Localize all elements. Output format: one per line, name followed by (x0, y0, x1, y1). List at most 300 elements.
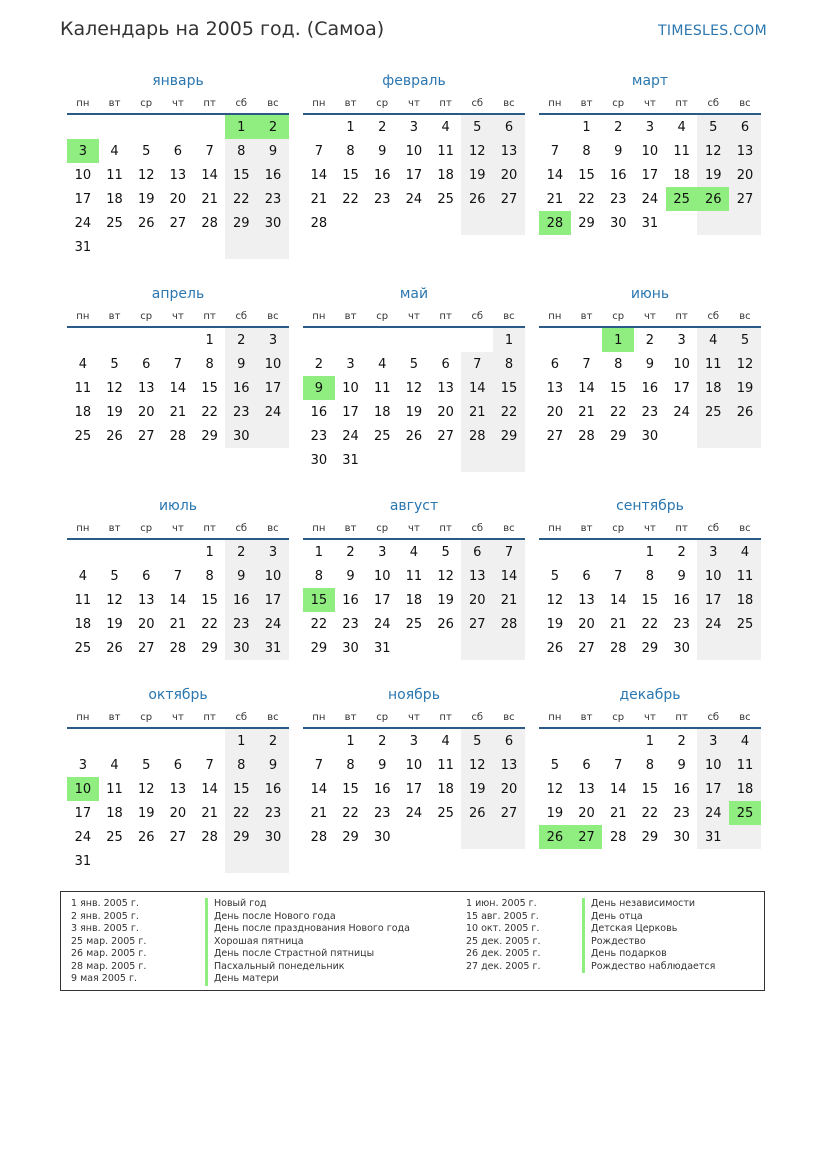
day-cell: 6 (173, 143, 183, 159)
day-cell: 8 (225, 753, 257, 777)
day-cell: 1 (645, 544, 655, 560)
day-cell: 10 (641, 143, 659, 159)
day-cell: 18 (74, 404, 92, 420)
day-cell: 16 (257, 163, 289, 187)
page-title: Календарь на 2005 год. (Самоа) (60, 18, 385, 40)
day-cell: 11 (729, 564, 761, 588)
weekday-label: вс (739, 311, 751, 322)
day-cell: 25 (74, 428, 92, 444)
day-cell: 1 (582, 119, 591, 135)
weekday-header (67, 309, 289, 324)
day-cell: 10 (697, 564, 729, 588)
day-cell: 19 (697, 163, 729, 187)
day-cell: 24 (373, 616, 391, 632)
empty-cell (67, 328, 99, 352)
empty-cell (461, 636, 493, 660)
day-cell: 29 (225, 825, 257, 849)
day-cell: 11 (437, 143, 454, 159)
weekday-label: ср (612, 712, 625, 723)
day-cell: 6 (582, 757, 591, 773)
weekday-label: чт (408, 311, 420, 322)
day-cell: 5 (142, 757, 151, 773)
empty-cell (697, 211, 729, 235)
legend-date: 1 июн. 2005 г. (466, 898, 537, 909)
weekday-label: пн (76, 98, 90, 109)
day-cell: 30 (641, 428, 659, 444)
empty-cell (461, 825, 493, 849)
days-grid (303, 729, 525, 849)
day-cell: 31 (74, 853, 92, 869)
holiday-legend (60, 891, 765, 991)
day-cell: 12 (461, 139, 493, 163)
month-block (303, 72, 525, 235)
empty-cell (303, 729, 335, 753)
day-cell: 12 (137, 167, 155, 183)
day-cell: 26 (106, 428, 123, 444)
day-cell: 28 (609, 829, 627, 845)
day-cell: 19 (137, 805, 155, 821)
legend-holiday-name: Хорошая пятница (205, 936, 410, 949)
day-cell: 12 (546, 781, 564, 797)
legend-left-names (205, 898, 410, 986)
day-cell: 25 (729, 612, 761, 636)
weekday-label: ср (140, 98, 153, 109)
day-cell: 13 (169, 167, 187, 183)
day-cell: 24 (257, 612, 289, 636)
day-cell: 9 (225, 564, 257, 588)
day-cell: 7 (493, 540, 525, 564)
day-cell: 3 (409, 733, 419, 749)
day-cell: 15 (342, 781, 359, 797)
empty-cell (130, 115, 162, 139)
legend-left-dates (71, 898, 146, 986)
day-cell: 23 (373, 805, 391, 821)
day-cell: 29 (609, 428, 627, 444)
day-cell: 12 (729, 352, 761, 376)
weekday-label: вт (108, 311, 121, 322)
days-grid (67, 115, 289, 259)
day-cell: 9 (257, 753, 289, 777)
day-cell: 18 (405, 592, 423, 608)
day-cell: 2 (645, 332, 655, 348)
day-cell: 14 (169, 380, 187, 396)
weekday-label: пт (439, 311, 452, 322)
day-cell: 22 (225, 801, 257, 825)
weekday-header (539, 521, 761, 536)
day-cell: 14 (310, 781, 328, 797)
day-cell: 3 (645, 119, 655, 135)
empty-cell (225, 849, 257, 873)
empty-cell (67, 729, 99, 753)
weekday-label: пт (675, 712, 688, 723)
month-block (67, 497, 289, 660)
day-cell: 21 (578, 404, 595, 420)
day-cell: 7 (614, 757, 623, 773)
day-cell: 10 (405, 143, 423, 159)
day-cell: 12 (405, 380, 423, 396)
day-cell: 11 (729, 753, 761, 777)
day-cell: 7 (461, 352, 493, 376)
empty-cell (130, 540, 162, 564)
day-cell: 18 (729, 588, 761, 612)
day-cell: 28 (169, 640, 187, 656)
legend-holiday-name: День независимости (582, 898, 715, 911)
day-cell: 7 (205, 757, 214, 773)
legend-right-names (582, 898, 715, 973)
day-cell: 10 (673, 356, 690, 372)
day-cell: 18 (437, 781, 454, 797)
day-cell: 14 (578, 380, 595, 396)
empty-cell (335, 211, 367, 235)
day-cell: 15 (342, 167, 359, 183)
legend-holiday-name: Детская Церковь (582, 923, 715, 936)
day-cell: 28 (461, 424, 493, 448)
day-cell: 7 (614, 568, 623, 584)
day-cell: 9 (257, 139, 289, 163)
empty-cell (729, 636, 761, 660)
weekday-label: вт (580, 98, 593, 109)
empty-cell (398, 636, 430, 660)
weekday-label: пн (76, 523, 90, 534)
day-cell: 21 (493, 588, 525, 612)
weekday-label: вс (267, 523, 279, 534)
empty-cell (571, 328, 603, 352)
legend-right-dates (466, 898, 541, 973)
day-cell: 23 (225, 400, 257, 424)
empty-cell (398, 328, 430, 352)
day-cell: 27 (169, 215, 187, 231)
day-cell: 9 (225, 352, 257, 376)
day-cell: 28 (201, 829, 218, 845)
weekday-label: вс (503, 311, 515, 322)
day-cell: 8 (645, 568, 655, 584)
weekday-label: чт (644, 98, 656, 109)
day-cell: 27 (461, 612, 493, 636)
weekday-label: пт (439, 712, 452, 723)
empty-cell (257, 424, 289, 448)
day-cell: 28 (609, 640, 627, 656)
weekday-label: вс (503, 523, 515, 534)
empty-cell (257, 235, 289, 259)
day-cell: 16 (310, 404, 328, 420)
weekday-label: чт (644, 523, 656, 534)
empty-cell (697, 636, 729, 660)
month-block (303, 497, 525, 660)
day-cell: 20 (169, 191, 187, 207)
day-cell: 5 (729, 328, 761, 352)
day-cell: 29 (493, 424, 525, 448)
day-cell: 10 (342, 380, 359, 396)
day-cell: 30 (257, 211, 289, 235)
day-cell: 3 (78, 757, 87, 773)
day-cell: 30 (310, 452, 328, 468)
day-cell: 5 (550, 568, 559, 584)
weekday-label: пт (203, 523, 216, 534)
day-cell: 21 (609, 616, 627, 632)
empty-cell (366, 328, 398, 352)
day-cell: 2 (314, 356, 323, 372)
weekday-label: ср (612, 98, 625, 109)
day-cell: 20 (578, 805, 595, 821)
legend-holiday-name: День после Нового года (205, 911, 410, 924)
day-cell: 13 (493, 139, 525, 163)
day-cell: 13 (546, 380, 564, 396)
legend-holiday-name: День подарков (582, 948, 715, 961)
day-cell: 27 (546, 428, 564, 444)
empty-cell (99, 540, 131, 564)
day-cell: 7 (582, 356, 591, 372)
weekday-label: сб (471, 712, 484, 723)
day-cell: 13 (169, 781, 187, 797)
day-cell: 31 (74, 239, 92, 255)
empty-cell (430, 825, 462, 849)
day-cell: 17 (257, 376, 289, 400)
weekday-label: сб (471, 98, 484, 109)
day-cell: 24 (405, 191, 423, 207)
day-cell: 17 (257, 588, 289, 612)
brand-link[interactable]: TIMESLES.COM (658, 23, 767, 39)
day-cell: 31 (257, 636, 289, 660)
empty-cell (99, 115, 131, 139)
day-cell: 2 (225, 540, 257, 564)
empty-cell (99, 235, 131, 259)
weekday-label: чт (408, 523, 420, 534)
day-cell: 22 (641, 805, 659, 821)
empty-cell (67, 115, 99, 139)
day-cell: 8 (645, 757, 655, 773)
day-cell: 22 (201, 616, 218, 632)
day-cell: 6 (493, 729, 525, 753)
day-cell: 29 (641, 640, 659, 656)
day-cell: 5 (441, 544, 450, 560)
empty-cell (602, 729, 634, 753)
day-cell: 9 (614, 143, 623, 159)
day-cell: 6 (142, 568, 151, 584)
empty-cell (130, 849, 162, 873)
day-cell: 9 (378, 143, 387, 159)
legend-holiday-name: Новый год (205, 898, 410, 911)
day-cell: 1 (346, 119, 355, 135)
day-cell: 19 (546, 616, 564, 632)
weekday-label: пн (548, 523, 562, 534)
legend-date: 3 янв. 2005 г. (71, 923, 139, 934)
month-name: декабрь (619, 687, 681, 703)
day-cell: 17 (641, 167, 659, 183)
day-cell: 25 (437, 191, 454, 207)
day-cell: 25 (106, 215, 123, 231)
day-cell: 4 (729, 729, 761, 753)
day-cell: 19 (729, 376, 761, 400)
weekday-label: пн (312, 523, 326, 534)
legend-date: 1 янв. 2005 г. (71, 898, 139, 909)
empty-cell (67, 540, 99, 564)
day-cell: 2 (614, 119, 623, 135)
weekday-header (303, 96, 525, 111)
day-cell: 9 (677, 757, 686, 773)
day-cell: 10 (405, 757, 423, 773)
legend-date: 26 мар. 2005 г. (71, 948, 147, 959)
day-cell: 31 (641, 215, 659, 231)
month-name: апрель (151, 286, 205, 302)
day-cell: 16 (373, 781, 391, 797)
day-cell: 6 (441, 356, 450, 372)
empty-cell (666, 424, 698, 448)
weekday-label: ср (612, 523, 625, 534)
month-block (303, 285, 525, 472)
weekday-label: вт (344, 712, 357, 723)
day-cell: 8 (205, 356, 214, 372)
days-grid (539, 540, 761, 660)
day-cell: 23 (342, 616, 359, 632)
weekday-label: вс (739, 712, 751, 723)
day-cell: 23 (310, 428, 328, 444)
empty-cell (194, 729, 226, 753)
weekday-label: пт (675, 523, 688, 534)
weekday-label: пн (548, 311, 562, 322)
weekday-label: пт (439, 98, 452, 109)
day-cell: 30 (225, 424, 257, 448)
day-cell: 17 (405, 781, 423, 797)
day-cell: 23 (257, 187, 289, 211)
day-cell: 1 (225, 729, 257, 753)
empty-cell (303, 328, 335, 352)
day-cell: 23 (609, 191, 627, 207)
weekday-label: пн (548, 98, 562, 109)
day-cell: 14 (169, 592, 187, 608)
legend-date: 15 авг. 2005 г. (466, 910, 539, 922)
empty-cell (162, 540, 194, 564)
month-name: июнь (630, 286, 670, 302)
day-cell: 12 (437, 568, 454, 584)
day-cell: 23 (641, 404, 659, 420)
day-cell: 21 (201, 191, 218, 207)
empty-cell (225, 235, 257, 259)
day-cell: 30 (673, 640, 690, 656)
empty-cell (162, 115, 194, 139)
days-grid (67, 729, 289, 873)
day-cell: 23 (257, 801, 289, 825)
day-cell: 27 (571, 825, 603, 849)
weekday-label: пн (548, 712, 562, 723)
weekday-label: ср (612, 311, 625, 322)
weekday-label: вт (344, 523, 357, 534)
legend-date: 10 окт. 2005 г. (466, 923, 540, 934)
empty-cell (398, 448, 430, 472)
day-cell: 23 (673, 805, 690, 821)
day-cell: 13 (493, 753, 525, 777)
day-cell: 17 (405, 167, 423, 183)
day-cell: 19 (106, 404, 123, 420)
days-grid (67, 540, 289, 660)
day-cell: 10 (373, 568, 391, 584)
day-cell: 22 (342, 191, 359, 207)
month-name: ноябрь (388, 687, 440, 703)
day-cell: 7 (205, 143, 214, 159)
day-cell: 15 (493, 376, 525, 400)
day-cell: 16 (609, 167, 627, 183)
month-block (303, 686, 525, 849)
day-cell: 25 (373, 428, 391, 444)
day-cell: 28 (539, 211, 571, 235)
day-cell: 25 (106, 829, 123, 845)
day-cell: 13 (578, 592, 595, 608)
weekday-label: вт (108, 523, 121, 534)
day-cell: 7 (314, 143, 323, 159)
day-cell: 3 (257, 540, 289, 564)
day-cell: 4 (78, 568, 87, 584)
day-cell: 16 (373, 167, 391, 183)
day-cell: 11 (437, 757, 454, 773)
day-cell: 21 (169, 616, 187, 632)
empty-cell (729, 211, 761, 235)
day-cell: 24 (697, 612, 729, 636)
empty-cell (130, 328, 162, 352)
day-cell: 15 (225, 777, 257, 801)
empty-cell (697, 424, 729, 448)
day-cell: 31 (697, 825, 729, 849)
day-cell: 9 (378, 757, 387, 773)
day-cell: 12 (106, 380, 123, 396)
empty-cell (539, 540, 571, 564)
day-cell: 26 (405, 428, 423, 444)
empty-cell (99, 849, 131, 873)
month-block (539, 497, 761, 660)
weekday-label: ср (140, 523, 153, 534)
day-cell: 15 (609, 380, 627, 396)
day-cell: 7 (173, 568, 183, 584)
day-cell: 1 (346, 733, 355, 749)
day-cell: 8 (346, 143, 355, 159)
day-cell: 9 (645, 356, 655, 372)
empty-cell (666, 211, 698, 235)
day-cell: 21 (310, 191, 328, 207)
day-cell: 10 (257, 352, 289, 376)
day-cell: 8 (205, 568, 214, 584)
day-cell: 14 (461, 376, 493, 400)
day-cell: 28 (310, 215, 328, 231)
day-cell: 16 (342, 592, 359, 608)
day-cell: 20 (729, 163, 761, 187)
day-cell: 29 (310, 640, 328, 656)
weekday-label: вт (344, 98, 357, 109)
day-cell: 26 (106, 640, 123, 656)
empty-cell (729, 424, 761, 448)
day-cell: 22 (609, 404, 627, 420)
weekday-header (539, 710, 761, 725)
weekday-label: чт (644, 712, 656, 723)
days-grid (67, 328, 289, 448)
day-cell: 21 (546, 191, 564, 207)
empty-cell (430, 448, 462, 472)
day-cell: 14 (609, 781, 627, 797)
day-cell: 12 (697, 139, 729, 163)
day-cell: 13 (137, 592, 155, 608)
day-cell: 21 (461, 400, 493, 424)
day-cell: 13 (137, 380, 155, 396)
weekday-label: чт (172, 311, 184, 322)
empty-cell (194, 115, 226, 139)
weekday-label: чт (172, 523, 184, 534)
day-cell: 26 (137, 829, 155, 845)
day-cell: 18 (106, 191, 123, 207)
empty-cell (571, 540, 603, 564)
day-cell: 30 (225, 636, 257, 660)
day-cell: 11 (405, 568, 423, 584)
day-cell: 21 (310, 805, 328, 821)
weekday-header (67, 96, 289, 111)
day-cell: 5 (142, 143, 151, 159)
weekday-label: вт (580, 712, 593, 723)
